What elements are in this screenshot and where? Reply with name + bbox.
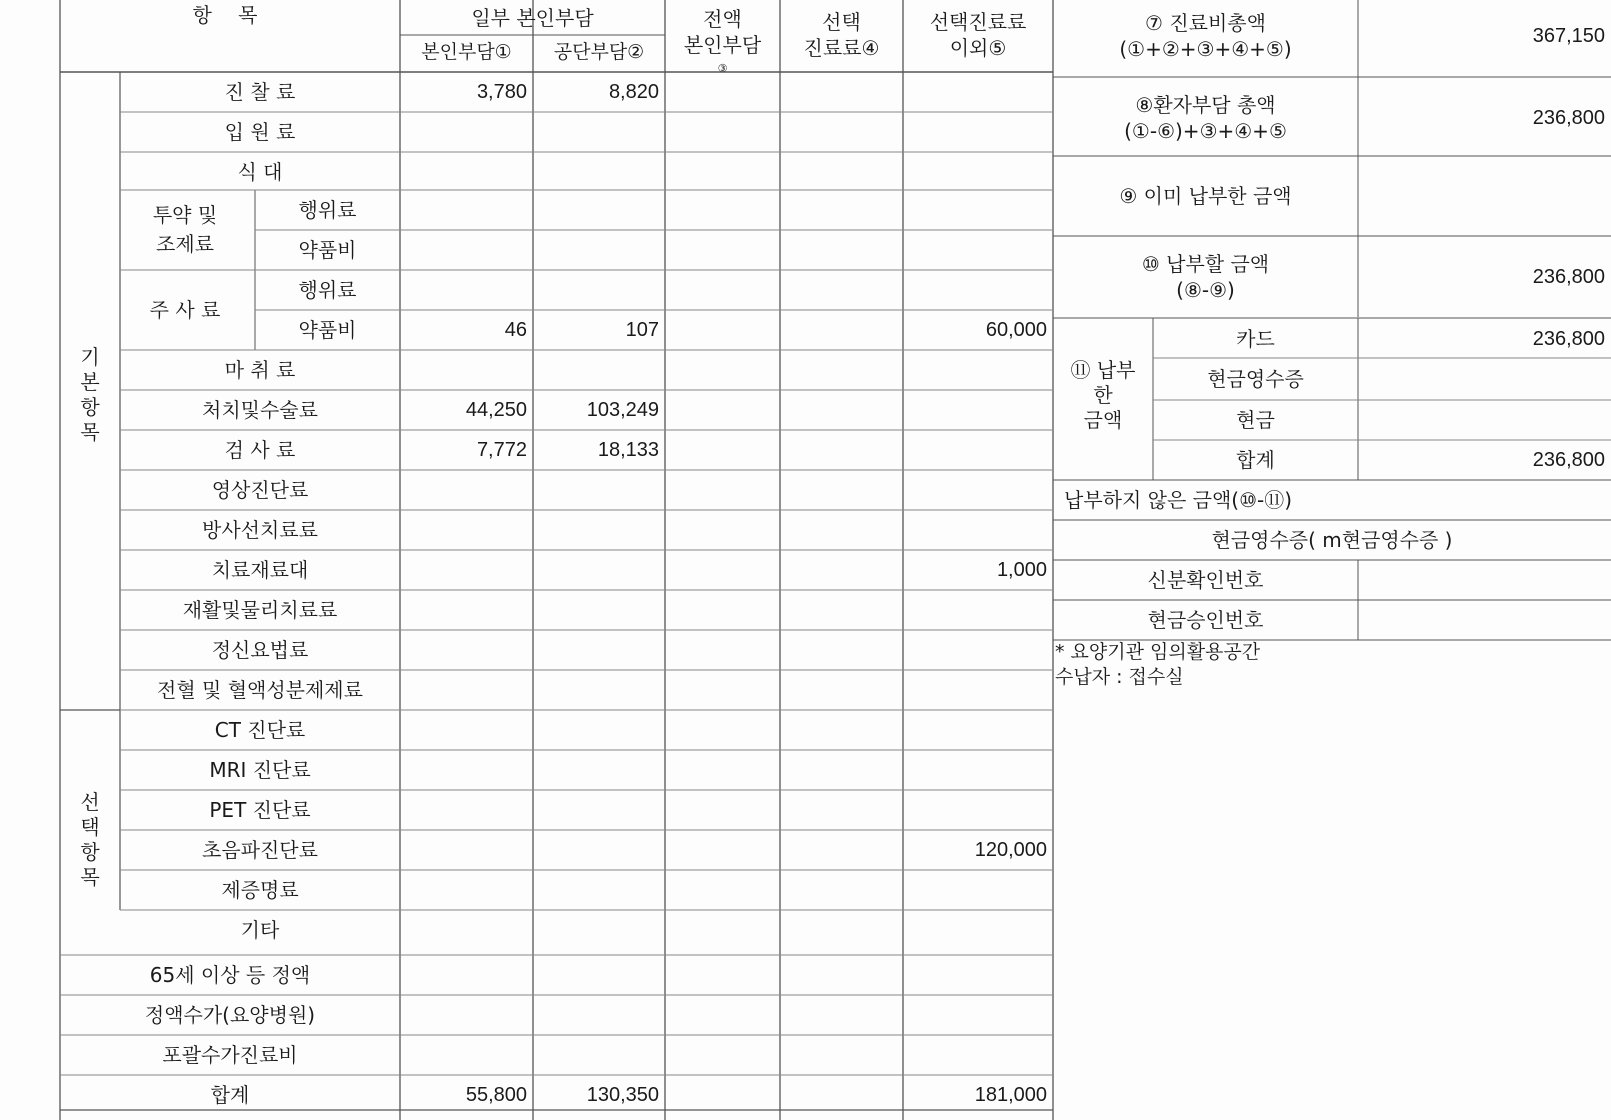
- row-value-v1: [400, 230, 533, 270]
- row-value-v1: [400, 190, 533, 230]
- row-value-v2: [533, 350, 665, 390]
- row-label: 검 사 료: [224, 438, 296, 462]
- header-select-care: 선택 진료료④: [803, 10, 880, 60]
- card-value: 236,800: [1532, 328, 1605, 350]
- row-value-v2: [533, 870, 665, 910]
- row-label: 행위료: [298, 278, 357, 302]
- row-value-v5: [903, 230, 1053, 270]
- total-label: ⑦ 진료비총액 (①+②+③+④+⑤): [1119, 11, 1292, 61]
- row-value-v1: 7,772: [476, 439, 527, 461]
- row-value-v5: [903, 152, 1053, 192]
- row-label: MRI 진단료: [209, 758, 311, 782]
- row-label: 포괄수가진료비: [162, 1043, 298, 1067]
- row-label: 기타: [240, 918, 280, 942]
- row-value-v5: [903, 670, 1053, 710]
- row-value-v5: [903, 750, 1053, 790]
- row-value-v5: [903, 470, 1053, 510]
- row-value-v2: [533, 750, 665, 790]
- row-value-v2: [533, 1035, 665, 1075]
- row-value-v1: [400, 270, 533, 310]
- row-value-v2: [533, 790, 665, 830]
- sum-label: 합계: [1236, 448, 1275, 472]
- row-label: 방사선치료료: [202, 518, 318, 542]
- row-value-v1: [400, 750, 533, 790]
- header-other5: 선택진료료 이외⑤: [929, 10, 1027, 60]
- row-value-v1: [400, 510, 533, 550]
- row-value-v2: [533, 112, 665, 152]
- header-full-self-mark: ③: [717, 62, 728, 72]
- row-value-v5: [903, 112, 1053, 152]
- row-label: 행위료: [298, 198, 357, 222]
- row-label: 정신요법료: [211, 638, 309, 662]
- row-value-v1: [400, 550, 533, 590]
- cash-label: 현금: [1236, 408, 1275, 432]
- row-value-v1: [400, 350, 533, 390]
- header-partial: 일부 본인부담: [471, 5, 594, 30]
- paid-label: ⑨ 이미 납부한 금액: [1119, 184, 1292, 208]
- row-value-v2: 8,820: [608, 81, 659, 103]
- row-value-v2: 18,133: [597, 439, 659, 461]
- row-value-v1: [400, 152, 533, 192]
- row-value-v1: [400, 995, 533, 1035]
- row-label: 약품비: [298, 238, 357, 262]
- row-value-v5: 120,000: [974, 839, 1047, 861]
- header-public2: 공단부담②: [553, 41, 645, 64]
- row-label: 제증명료: [221, 878, 299, 902]
- row-value-v2: [533, 995, 665, 1035]
- row-value-v1: 3,780: [476, 81, 527, 103]
- row-value-v5: [903, 790, 1053, 830]
- row-label: 입 원 료: [224, 120, 296, 144]
- note-receiver: 수납자 : 접수실: [1055, 666, 1184, 688]
- row-value-v2: [533, 550, 665, 590]
- row-value-v2: [533, 630, 665, 670]
- subgroup-inject: 주 사 료: [149, 298, 221, 322]
- note-space: * 요양기관 임의활용공간: [1055, 641, 1261, 663]
- row-value-v5: [903, 430, 1053, 470]
- row-value-v1: 46: [504, 319, 527, 341]
- row-value-v2: [533, 955, 665, 995]
- row-value-v2: [533, 152, 665, 192]
- row-value-v1: [400, 790, 533, 830]
- row-value-v5: 60,000: [985, 319, 1047, 341]
- paid-value: [1358, 157, 1611, 235]
- row-value-v1: [400, 870, 533, 910]
- row-value-v2: 103,249: [586, 399, 659, 421]
- card-label: 카드: [1236, 327, 1275, 351]
- cash-receipt-value: [1358, 358, 1611, 400]
- paid-group: ⑪ 납부 한 금액: [1070, 357, 1136, 432]
- row-label: 전혈 및 혈액성분제제료: [157, 678, 363, 702]
- row-value-v5: [903, 590, 1053, 630]
- row-value-v5: [903, 390, 1053, 430]
- row-value-v1: 44,250: [465, 399, 527, 421]
- subgroup-drug: 투약 및 조제료: [152, 203, 218, 256]
- row-value-v5: [903, 510, 1053, 550]
- row-label: 합계: [210, 1083, 250, 1107]
- sum-value: 236,800: [1532, 449, 1605, 471]
- row-value-v5: [903, 1035, 1053, 1075]
- row-label: 치료재료대: [211, 558, 309, 582]
- row-value-v1: [400, 470, 533, 510]
- row-value-v2: [533, 910, 665, 950]
- row-value-v1: [400, 630, 533, 670]
- header-self1: 본인부담①: [421, 41, 512, 64]
- row-value-v5: [903, 270, 1053, 310]
- row-label: 식 대: [237, 160, 283, 184]
- row-value-v5: [903, 955, 1053, 995]
- due-value: 236,800: [1532, 266, 1605, 288]
- row-value-v1: [400, 910, 533, 950]
- row-label: 재활및물리치료료: [182, 598, 338, 622]
- row-value-v1: [400, 1035, 533, 1075]
- row-value-v2: [533, 230, 665, 270]
- id-label: 신분확인번호: [1147, 568, 1264, 592]
- row-value-v1: 55,800: [465, 1084, 527, 1106]
- row-value-v1: [400, 830, 533, 870]
- row-value-v1: [400, 670, 533, 710]
- group-select: 선 택 항 목: [80, 790, 100, 889]
- row-label: 약품비: [298, 318, 357, 342]
- row-label: 진 찰 료: [224, 80, 296, 104]
- row-label: 처치및수술료: [202, 398, 318, 422]
- row-value-v5: [903, 995, 1053, 1035]
- row-value-v2: [533, 270, 665, 310]
- row-value-v2: [533, 670, 665, 710]
- row-value-v5: [903, 350, 1053, 390]
- row-value-v2: [533, 190, 665, 230]
- row-value-v1: [400, 590, 533, 630]
- row-label: 마 취 료: [224, 358, 296, 382]
- row-label: 정액수가(요양병원): [144, 1003, 316, 1027]
- row-value-v5: [903, 630, 1053, 670]
- row-label: 초음파진단료: [202, 838, 318, 862]
- receipt-title: 현금영수증( m현금영수증 ): [1211, 528, 1453, 552]
- row-value-v1: [400, 955, 533, 995]
- row-value-v5: [903, 910, 1053, 950]
- row-value-v5: [903, 870, 1053, 910]
- row-value-v2: [533, 710, 665, 750]
- row-value-v5: [903, 72, 1053, 112]
- row-label: CT 진단료: [214, 718, 306, 742]
- row-value-v2: [533, 830, 665, 870]
- row-value-v5: [903, 710, 1053, 750]
- due-label: ⑩ 납부할 금액 (⑧-⑨): [1141, 252, 1270, 302]
- row-value-v5: 181,000: [974, 1084, 1047, 1106]
- unpaid-label: 납부하지 않은 금액(⑩-⑪): [1064, 488, 1293, 512]
- header-item: 항 목: [192, 3, 268, 27]
- approval-label: 현금승인번호: [1147, 608, 1264, 632]
- group-basic: 기 본 항 목: [80, 345, 100, 444]
- row-label: 65세 이상 등 정액: [149, 963, 311, 987]
- cash-receipt-label: 현금영수증: [1207, 367, 1304, 391]
- patient-value: 236,800: [1532, 106, 1605, 129]
- row-value-v1: [400, 112, 533, 152]
- patient-label: ⑧환자부담 총액 (①-⑥)+③+④+⑤: [1124, 92, 1287, 143]
- row-value-v2: 107: [625, 319, 659, 341]
- row-value-v1: [400, 710, 533, 750]
- row-label: 영상진단료: [211, 478, 309, 502]
- row-value-v2: [533, 470, 665, 510]
- row-value-v2: [533, 590, 665, 630]
- row-value-v2: [533, 510, 665, 550]
- row-value-v2: 130,350: [586, 1084, 659, 1106]
- header-full-self: 전액 본인부담: [683, 7, 762, 57]
- row-value-v5: 1,000: [996, 559, 1047, 581]
- row-label: PET 진단료: [209, 798, 311, 822]
- row-value-v5: [903, 190, 1053, 230]
- cash-value: [1358, 400, 1611, 440]
- total-value: 367,150: [1532, 25, 1605, 47]
